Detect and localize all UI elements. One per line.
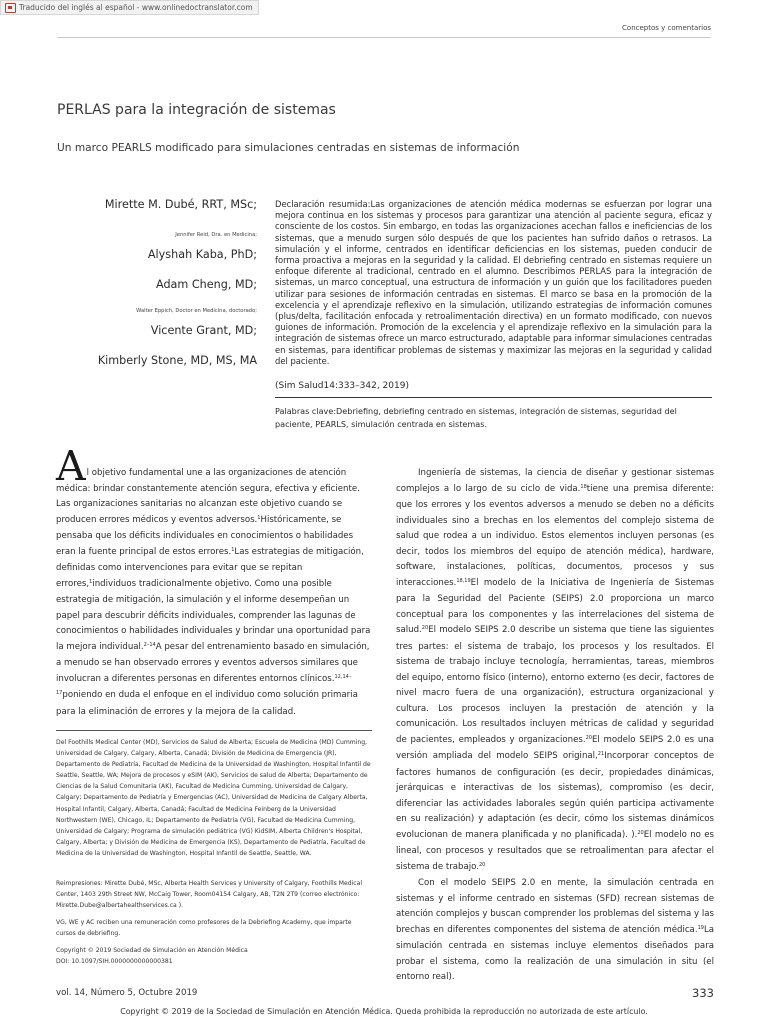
article-title: PERLAS para la integración de sistemas (57, 102, 336, 118)
citation-ref: 20 (585, 734, 592, 741)
copyright-block (56, 945, 372, 967)
citation-ref: 20 (478, 861, 486, 868)
conflict-statement: VG, WE y AC reciben una remuneración como profesores de la Debriefing Academy, que imparte cursos de debriefing. (56, 919, 352, 938)
abstract-divider (275, 397, 712, 398)
author-name: Alyshah Kaba, PhD; (147, 248, 257, 261)
author-name-small: Jennifer Reid, Dra. en Medicina; (175, 232, 257, 238)
body-text-run: La simulación centrada en sistemas incluye elementos diseñados para probar el sistema, como la realización de una simulación in situ (el entorno real). (396, 924, 714, 982)
banner-text: Traducido del inglés al español - www.onlinedoctranslator.com (19, 3, 253, 12)
body-column-right (396, 466, 714, 986)
keywords: Palabras clave:Debriefing, debriefing centrado en sistemas, integración de sistemas, seguridad del paciente, PEARLS, simulación centrada en sistemas. (275, 406, 677, 429)
drop-cap: A (56, 442, 86, 490)
body-text-run: Históricamente, se pensaba que los déficits individuales en conocimientos o habilidades eran la fuente principal de estos errores. (56, 514, 354, 557)
citation-ref: 2–14 (143, 641, 156, 648)
body-text-run: A pesar del entrenamiento basado en simulación, a menudo se han observado errores y eventos adversos similares que involucran a diferentes personas en diferentes entornos clínicos. (56, 641, 370, 684)
author-name: Vicente Grant, MD; (150, 324, 257, 337)
affiliations: Del Foothills Medical Center (MD), Servicios de Salud de Alberta; Escuela de Medicina (MD) Cumming, Universidad de Calgary, Calgary, Alberta, Canadá; División de Medicina de Emergencia (JR), Departamento de Pediatría, Facultad de Medicina de la Universidad de Washington, Hospital Infantil de Seattle, Seattle, WA; Mejora de procesos y eSIM (AK), Servicios de salud de Alberta; Departamento de Ciencias de la Salud Comunitaria (AK), Facultad de Medicina Cumming, Universidad de Calgary, Calgary; Departamento de Pediatría y Emergencias (AC), Universidad de Medicina de Calgary Alberta, Hospital Infantil, Calgary, Alberta, Canadá; Facultad de Medicina Feinberg de la Universidad Northwestern (WE), Chicago, IL; Departamento de Pediatría (VG), Facultad de Medicina Cumming, Universidad de Calgary; Programa de simulación pediátrica (VG) KidSIM, Alberta Children's Hospital, Calgary, Alberta; y División de Medicina de Emergencia (KS), Departamento de Pediatría, Facultad de Medicina de la Universidad de Washington, Hospital Infantil de Seattle, Seattle, WA. (56, 739, 371, 857)
citation-ref: 1 (231, 546, 235, 553)
intro-paragraph (56, 468, 370, 717)
body-text-run: El modelo SEIPS 2.0 es una versión ampliada del modelo SEIPS original, (396, 734, 715, 761)
citation-ref: 1 (257, 514, 261, 521)
citation-ref: 21 (597, 751, 605, 757)
author-name: Adam Cheng, MD; (156, 278, 257, 291)
body-text-run: Incorporar conceptos de factores humanos de configuración (es decir, propiedades dinámicas, jerárquicas e interactivas de los sistemas), compromiso (es decir, diferenciar las actividades laborales según quién participa activamente en su realización) y adaptación (es decir, cómo los sistemas dinámicos evolucionan de manera planificada y no planificada). ). (396, 751, 714, 840)
abstract-citation: (Sim Salud14:333–342, 2019) (275, 381, 409, 391)
author-name-small: Walter Eppich, Doctor en Medicina, doctorado; (136, 308, 257, 314)
citation-ref: 20 (421, 625, 429, 631)
footer-copyright: Copyright © 2019 de la Sociedad de Simulación en Atención Médica. Queda prohibida la reproducción no autorizada de este artículo. (120, 1007, 648, 1016)
body-text-run: El modelo SEIPS 2.0 describe un sistema que tiene las siguientes tres partes: el sistema de trabajo, los procesos y los resultados. El sistema de trabajo incluye tecnología, herramientas, tareas, miembros del equipo, entorno físico (interno), entorno externo (es decir, factores de nivel macro fuera de una organización), estructura organizacional y cultura. Los procesos incluyen la prestación de atención y la comunicación. Los resultados incluyen métricas de calidad y seguridad de pacientes, empleados y organizaciones. (396, 625, 714, 745)
translation-banner[interactable] (0, 0, 259, 15)
page-number: 333 (692, 986, 714, 1000)
body-text-run: l objetivo fundamental une a las organizaciones de atención médica: brindar constantemente atención segura, efectiva y eficiente. Las organizaciones sanitarias no alcanzan este objetivo cuando se producen errores médicos y eventos adversos. (56, 468, 360, 525)
systems-engineering-paragraph (396, 466, 714, 876)
copyright-line: Copyright © 2019 Sociedad de Simulación en Atención Médica (56, 947, 248, 954)
header-divider (57, 37, 711, 38)
author-list (57, 198, 257, 367)
doi-line: DOI: 10.1097/SIH.0000000000000381 (56, 958, 173, 966)
document-translate-icon (5, 3, 16, 13)
abstract-text: Declaración resumida:Las organizaciones de atención médica modernas se esfuerzan por lograr una mejora continua en los sistemas y procesos para garantizar una atención al paciente segura, eficaz y consciente de los costos. Sin embargo, en todas las organizaciones acechan fallos e ineficiencias de los sistemas, que a menudo surgen sólo después de que los pacientes han sufrido daños o retrasos. La simulación y el informe, centrados en identificar deficiencias en los sistemas, pueden conducir de forma proactiva a mejoras en la seguridad y la calidad. El debriefing centrado en sistemas requiere un enfoque diferente al tradicional, centrado en el alumno. Describimos PERLAS para la integración de sistemas, un marco conceptual, una estructura de información y un guión que los facilitadores pueden utilizar para sesiones de información centradas en sistemas. El marco se basa en la promoción de la excelencia y el aprendizaje reflexivo en la simulación, utilizando estrategias de información comunes (plus/delta, facilitación enfocada y retroalimentación directiva) en un formato modificado, con nuevos guiones de información. Promoción de la excelencia y el aprendizaje reflexivo en la simulación para la integración de sistemas ofrece un marco estructurado, adaptable para informar simulaciones centradas en sistemas, para identificar problemas de sistemas y maximizar las mejoras en la seguridad y calidad del paciente. (275, 199, 712, 366)
citation-ref: 18 (580, 483, 587, 490)
citation-ref: 18,19 (456, 577, 471, 584)
citation-ref: 20 (637, 829, 644, 836)
citation-ref: 19 (697, 924, 704, 931)
author-name: Kimberly Stone, MD, MS, MA (97, 354, 257, 367)
issue-info: vol. 14, Número 5, Octubre 2019 (56, 988, 198, 998)
body-text-run: El modelo de la Iniciativa de Ingeniería de Sistemas para la Seguridad del Paciente (SEIPS) 2.0 proporciona un marco conceptual para los componentes y las interrelaciones del sistema de salud. (396, 577, 714, 635)
reprints-info: Reimpresiones: Mirette Dubé, MSc, Alberta Health Services y University of Calgary, Foothills Medical Center, 1403 29th Street NW, McCaig Tower, Room04154 Calgary, AB, T2N 2T9 (correo electrónico: Mirette.Dube@albertahealthservices.ca ). (56, 880, 363, 910)
body-column-left (56, 442, 372, 720)
citation-ref: 1 (89, 578, 93, 585)
body-text-run: poniendo en duda el enfoque en el individuo como solución primaria para la eliminación de errores y la mejora de la calidad. (56, 690, 358, 717)
citation-ref: 12,14–17 (56, 673, 352, 696)
body-text-run: El modelo no es lineal, con procesos y resultados que se retroalimentan para afectar el sistema de trabajo. (396, 829, 714, 872)
author-name: Mirette M. Dubé, RRT, MSc; (104, 198, 257, 211)
article-subtitle: Un marco PEARLS modificado para simulaciones centradas en sistemas de información (57, 142, 520, 154)
body-text-run: individuos tradicionalmente objetivo. Como una posible estrategia de mitigación, la simulación y el informe desempeñan un papel para descubrir déficits individuales, comprender las lagunas de conocimientos o habilidades individuales y brindar una oportunidad para la mejora individual. (56, 578, 371, 652)
body-text-run: Ingeniería de sistemas, la ciencia de diseñar y gestionar sistemas complejos a lo largo de su ciclo de vida. (396, 468, 714, 494)
running-head: Conceptos y comentarios (622, 24, 711, 32)
body-text-run: tiene una premisa diferente: que los errores y los eventos adversos a menudo se deben no a déficits individuales sino a brechas en los elementos del complejo sistema de salud que rodea a un individuo. Estos elementos incluyen personas (es decir, todos los miembros del equipo de atención médica), hardware, software, instalaciones, políticas, documentos, procesos y sus interacciones. (396, 483, 714, 588)
seips-simulation-paragraph (396, 876, 714, 986)
footnote-divider (56, 730, 372, 731)
body-text-run: Con el modelo SEIPS 2.0 en mente, la simulación centrada en sistemas y el informe centrado en sistemas (SFD) recrean sistemas de atención complejos y buscan comprender los problemas del sistema y las brechas en diferentes componentes del sistema de atención médica. (396, 878, 714, 935)
body-text-run: Las estrategias de mitigación, definidas como intervenciones para evitar que se repitan errores, (56, 546, 364, 589)
